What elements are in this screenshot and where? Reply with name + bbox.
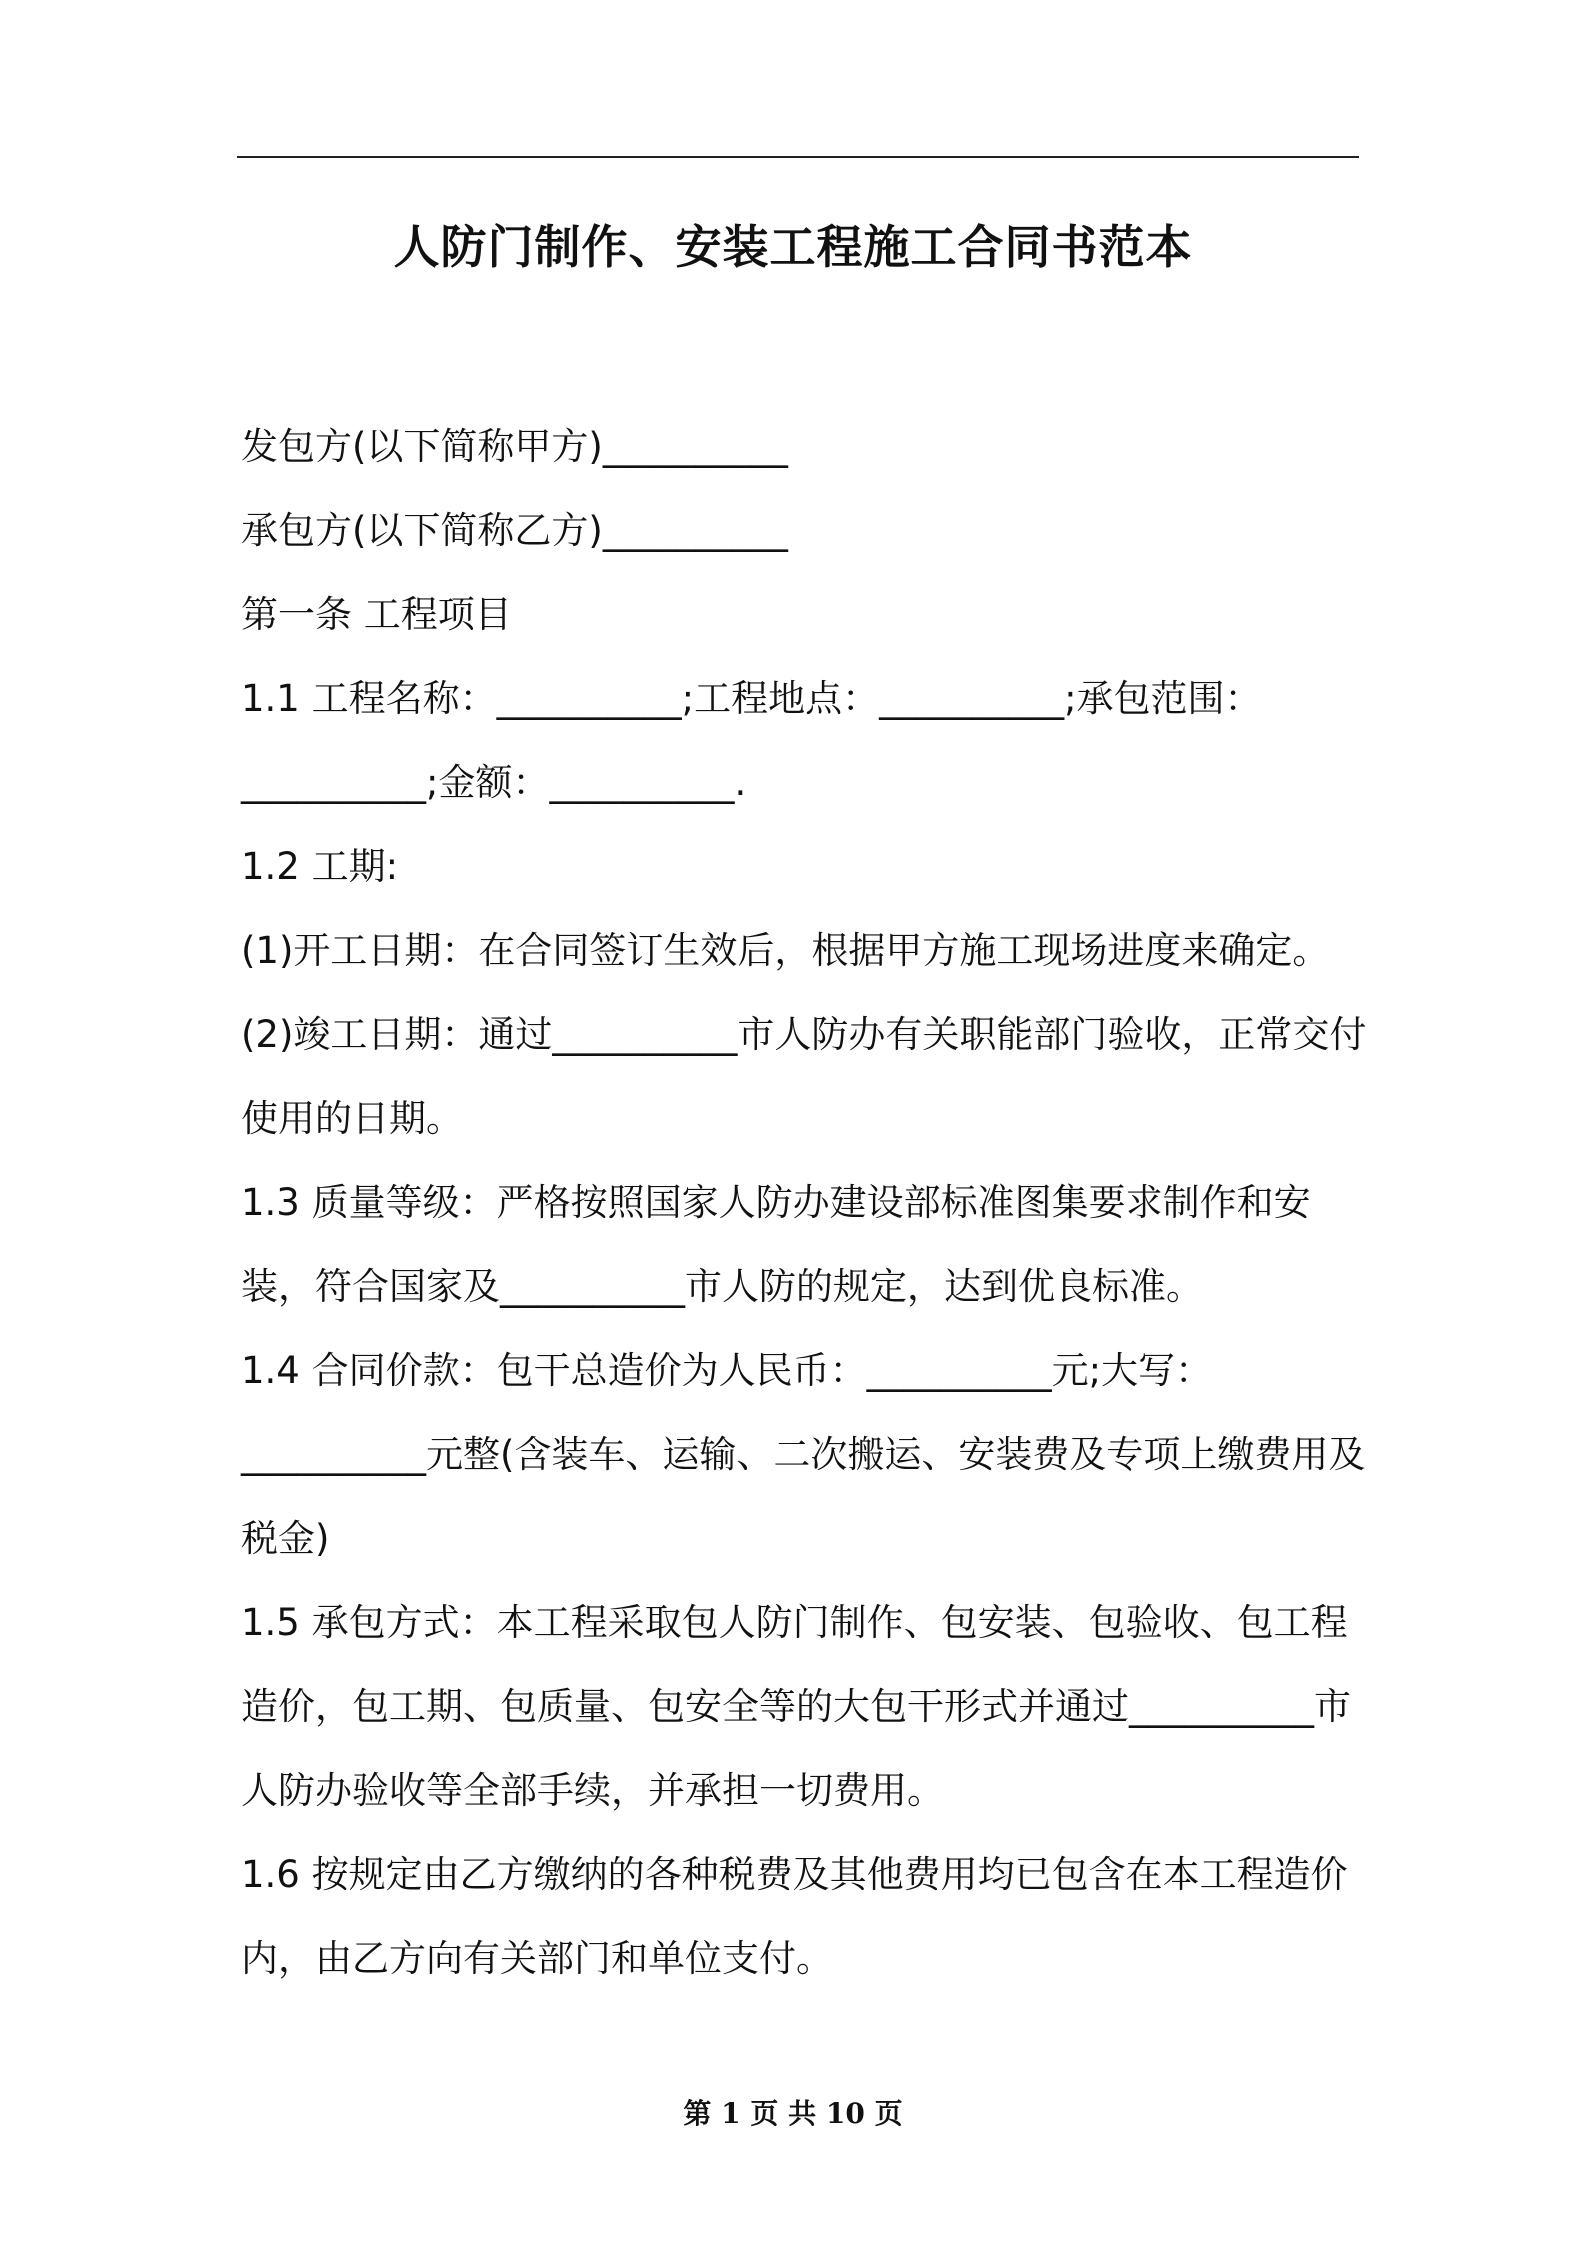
article-heading: 第一条 工程项目 [241, 593, 512, 636]
paragraph-1-4: 1.4 合同价款：包干总造价为人民币：__________元;大写：__________元整(含装车、运输、二次搬运、安装费及专项上缴费用及税金) [241, 1349, 1366, 1560]
paragraph-party-b: 承包方(以下简称乙方)__________ [241, 509, 788, 552]
paragraph-party-a: 发包方(以下简称甲方)__________ [241, 425, 788, 468]
paragraph-completion-date: (2)竣工日期：通过__________市人防办有关职能部门验收，正常交付使用的日期。 [241, 1013, 1367, 1140]
paragraph-1-2: 1.2 工期: [241, 845, 399, 888]
page-footer: 第 1 页 共 10 页 [683, 2097, 903, 2130]
paragraph-1-3: 1.3 质量等级：严格按照国家人防办建设部标准图集要求制作和安装，符合国家及__________市人防的规定，达到优良标准。 [241, 1181, 1311, 1308]
paragraph-1-6: 1.6 按规定由乙方缴纳的各种税费及其他费用均已包含在本工程造价内，由乙方向有关部门和单位支付。 [241, 1853, 1348, 1980]
paragraph-1-5: 1.5 承包方式：本工程采取包人防门制作、包安装、包验收、包工程造价，包工期、包质量、包安全等的大包干形式并通过__________市人防办验收等全部手续，并承担一切费用。 [241, 1601, 1351, 1812]
paragraph-1-1: 1.1 工程名称：__________;工程地点：__________;承包范围：__________;金额：__________. [241, 677, 1262, 804]
header-rule [237, 156, 1359, 158]
document-body [241, 405, 1381, 2001]
document-title: 人防门制作、安装工程施工合同书范本 [393, 220, 1193, 274]
paragraph-start-date: (1)开工日期：在合同签订生效后，根据甲方施工现场进度来确定。 [241, 929, 1330, 972]
